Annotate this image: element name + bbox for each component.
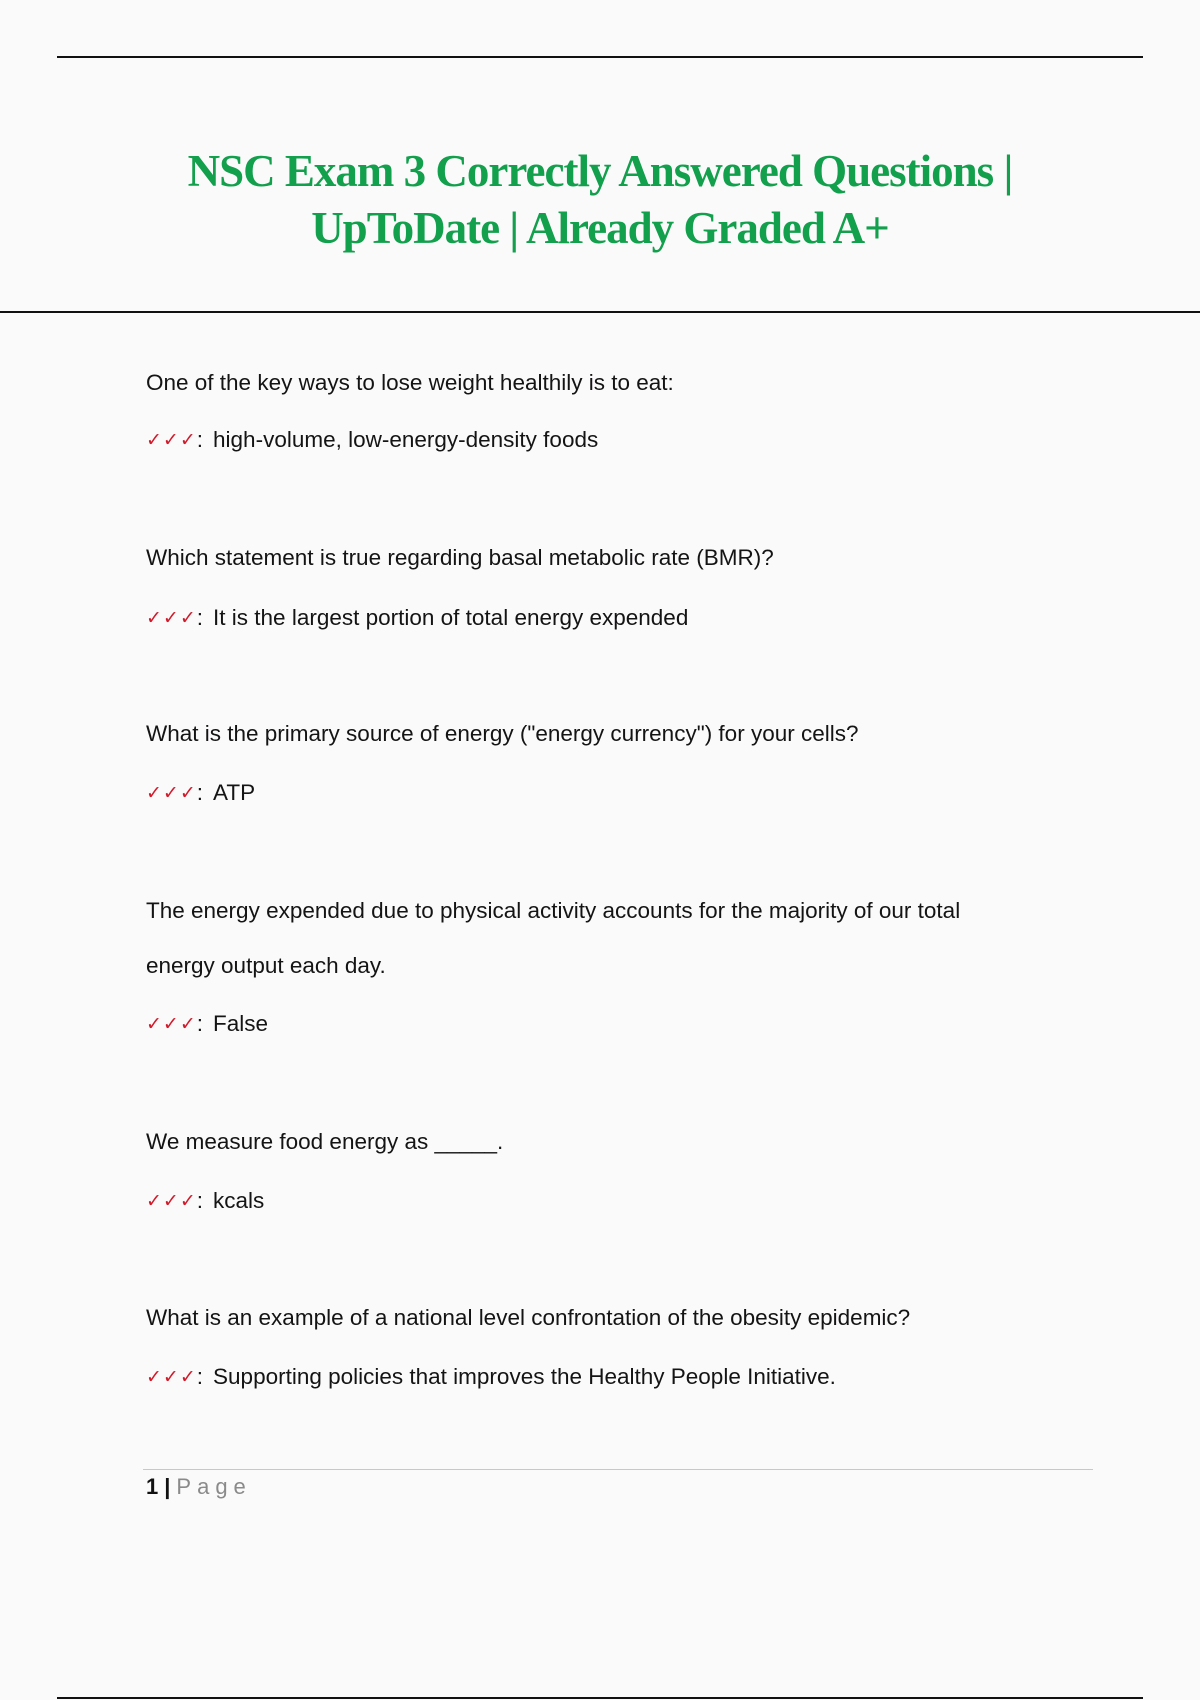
qa-item [146, 355, 1106, 410]
question-text: What is the primary source of energy ("energy currency") for your cells? [146, 721, 859, 746]
bottom-rule [57, 1697, 1143, 1699]
qa-item [146, 530, 1106, 585]
checkmark-icon: ✓✓✓ [146, 607, 197, 629]
top-rule [57, 56, 1143, 58]
answer-separator: : [196, 1364, 204, 1389]
qa-item [146, 1114, 1106, 1169]
title-line-2: UpToDate | Already Graded A+ [311, 203, 889, 253]
page-separator: | [164, 1474, 171, 1499]
document-title [100, 143, 1100, 257]
answer-text: Supporting policies that improves the Healthy People Initiative. [213, 1364, 836, 1389]
qa-item [146, 1290, 1106, 1345]
answer-row [146, 425, 1106, 455]
checkmark-icon: ✓✓✓ [146, 1013, 197, 1035]
answer-text: kcals [213, 1188, 265, 1213]
question-text: What is an example of a national level confrontation of the obesity epidemic? [146, 1305, 911, 1330]
question-text-line-2: energy output each day. [146, 953, 386, 978]
answer-row [146, 1186, 1106, 1216]
answer-separator: : [196, 780, 204, 805]
answer-text: False [213, 1011, 269, 1036]
page-footer [146, 1474, 252, 1500]
footer-divider [143, 1469, 1093, 1470]
answer-text: high-volume, low-energy-density foods [213, 427, 599, 452]
qa-item [146, 883, 1106, 993]
answer-separator: : [196, 1188, 204, 1213]
answer-row [146, 603, 1106, 633]
header-divider [0, 311, 1200, 313]
question-text: Which statement is true regarding basal metabolic rate (BMR)? [146, 545, 774, 570]
answer-row [146, 1009, 1106, 1039]
answer-row [146, 1362, 1106, 1392]
answer-text: ATP [213, 780, 256, 805]
page-label: Page [176, 1474, 252, 1499]
question-text: We measure food energy as _____. [146, 1129, 504, 1154]
checkmark-icon: ✓✓✓ [146, 429, 197, 451]
answer-separator: : [196, 427, 204, 452]
answer-row [146, 778, 1106, 808]
page-number: 1 [146, 1474, 159, 1499]
title-line-1: NSC Exam 3 Correctly Answered Questions | [187, 146, 1013, 196]
checkmark-icon: ✓✓✓ [146, 782, 197, 804]
answer-text: It is the largest portion of total energy expended [213, 605, 689, 630]
answer-separator: : [196, 605, 204, 630]
question-text: One of the key ways to lose weight healthily is to eat: [146, 370, 674, 395]
answer-separator: : [196, 1011, 204, 1036]
qa-item [146, 706, 1106, 761]
checkmark-icon: ✓✓✓ [146, 1366, 197, 1388]
checkmark-icon: ✓✓✓ [146, 1190, 197, 1212]
question-text-line-1: The energy expended due to physical activity accounts for the majority of our total [146, 898, 961, 923]
